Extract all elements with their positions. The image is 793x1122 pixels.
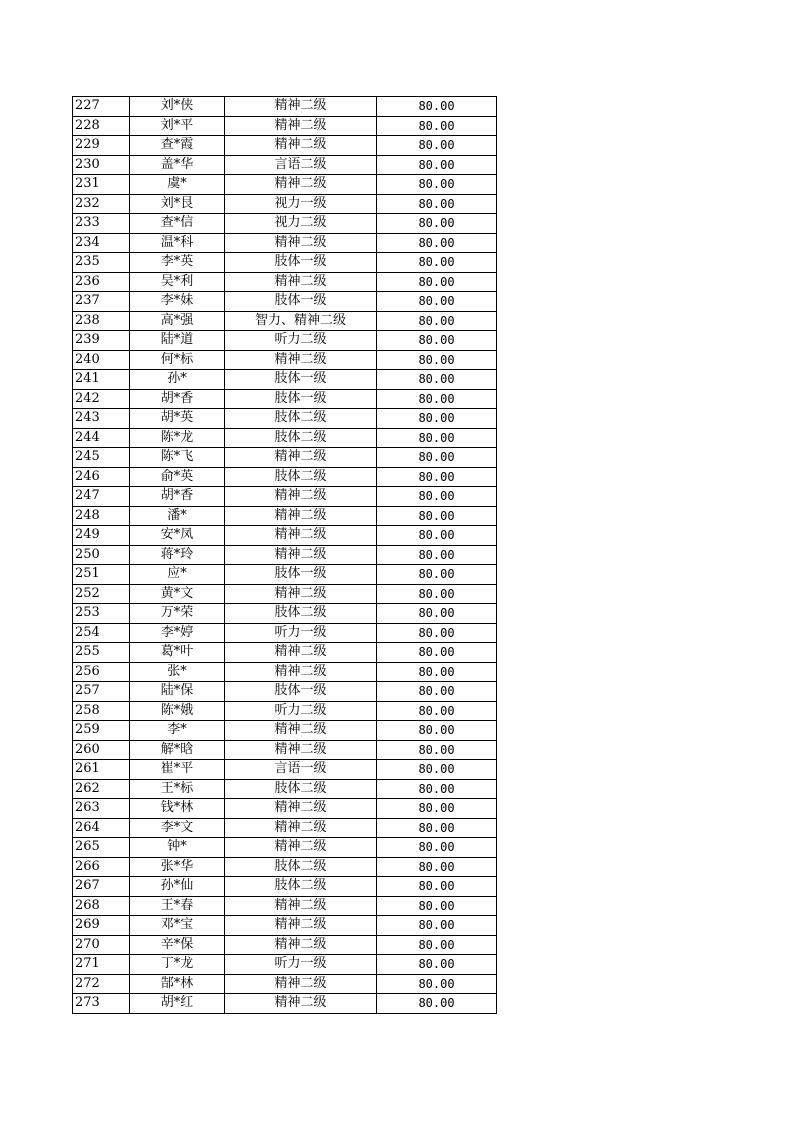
- amount-cell: 80.00: [377, 311, 497, 331]
- name-cell: 胡*香: [130, 389, 225, 409]
- row-number-cell: 228: [73, 116, 130, 136]
- table-row: [73, 116, 497, 136]
- row-number-cell: 248: [73, 506, 130, 526]
- name-cell: 胡*英: [130, 409, 225, 429]
- name-cell: 潘*: [130, 506, 225, 526]
- row-number-cell: 241: [73, 370, 130, 390]
- disability-type-cell: 肢体一级: [225, 253, 377, 273]
- amount-cell: 80.00: [377, 175, 497, 195]
- disability-type-cell: 肢体二级: [225, 779, 377, 799]
- amount-cell: 80.00: [377, 740, 497, 760]
- disability-type-cell: 肢体一级: [225, 292, 377, 312]
- amount-cell: 80.00: [377, 136, 497, 156]
- disability-type-cell: 听力一级: [225, 623, 377, 643]
- amount-cell: 80.00: [377, 818, 497, 838]
- row-number-cell: 240: [73, 350, 130, 370]
- name-cell: 辛*保: [130, 935, 225, 955]
- row-number-cell: 227: [73, 97, 130, 117]
- table-row: [73, 545, 497, 565]
- row-number-cell: 243: [73, 409, 130, 429]
- amount-cell: 80.00: [377, 292, 497, 312]
- table-row: [73, 857, 497, 877]
- table-row: [73, 896, 497, 916]
- row-number-cell: 236: [73, 272, 130, 292]
- amount-cell: 80.00: [377, 545, 497, 565]
- table-row: [73, 136, 497, 156]
- table-row: [73, 350, 497, 370]
- amount-cell: 80.00: [377, 877, 497, 897]
- amount-cell: 80.00: [377, 272, 497, 292]
- name-cell: 胡*香: [130, 487, 225, 507]
- name-cell: 孙*: [130, 370, 225, 390]
- amount-cell: 80.00: [377, 994, 497, 1014]
- table-row: [73, 799, 497, 819]
- amount-cell: 80.00: [377, 214, 497, 234]
- disability-type-cell: 言语二级: [225, 155, 377, 175]
- row-number-cell: 272: [73, 974, 130, 994]
- table-row: [73, 877, 497, 897]
- row-number-cell: 268: [73, 896, 130, 916]
- row-number-cell: 255: [73, 643, 130, 663]
- name-cell: 虞*: [130, 175, 225, 195]
- name-cell: 刘*平: [130, 116, 225, 136]
- row-number-cell: 266: [73, 857, 130, 877]
- table-row: [73, 448, 497, 468]
- name-cell: 张*华: [130, 857, 225, 877]
- row-number-cell: 234: [73, 233, 130, 253]
- amount-cell: 80.00: [377, 779, 497, 799]
- name-cell: 钟*: [130, 838, 225, 858]
- name-cell: 刘*侠: [130, 97, 225, 117]
- amount-cell: 80.00: [377, 253, 497, 273]
- amount-cell: 80.00: [377, 721, 497, 741]
- row-number-cell: 244: [73, 428, 130, 448]
- disability-type-cell: 精神二级: [225, 545, 377, 565]
- amount-cell: 80.00: [377, 838, 497, 858]
- table-row: [73, 779, 497, 799]
- amount-cell: 80.00: [377, 350, 497, 370]
- amount-cell: 80.00: [377, 526, 497, 546]
- table-row: [73, 994, 497, 1014]
- name-cell: 万*荣: [130, 604, 225, 624]
- table-row: [73, 175, 497, 195]
- table-row: [73, 331, 497, 351]
- row-number-cell: 233: [73, 214, 130, 234]
- name-cell: 丁*龙: [130, 955, 225, 975]
- disability-type-cell: 精神二级: [225, 448, 377, 468]
- disability-type-cell: 肢体一级: [225, 565, 377, 585]
- table-row: [73, 214, 497, 234]
- disability-type-cell: 精神二级: [225, 818, 377, 838]
- amount-cell: 80.00: [377, 974, 497, 994]
- disability-type-cell: 智力、精神二级: [225, 311, 377, 331]
- table-row: [73, 565, 497, 585]
- name-cell: 王*标: [130, 779, 225, 799]
- row-number-cell: 249: [73, 526, 130, 546]
- amount-cell: 80.00: [377, 389, 497, 409]
- disability-type-cell: 肢体二级: [225, 409, 377, 429]
- amount-cell: 80.00: [377, 623, 497, 643]
- row-number-cell: 230: [73, 155, 130, 175]
- name-cell: 李*妹: [130, 292, 225, 312]
- disability-type-cell: 肢体一级: [225, 370, 377, 390]
- name-cell: 安*凤: [130, 526, 225, 546]
- name-cell: 陈*飞: [130, 448, 225, 468]
- table-row: [73, 428, 497, 448]
- row-number-cell: 231: [73, 175, 130, 195]
- table-row: [73, 623, 497, 643]
- table-row: [73, 233, 497, 253]
- table-row: [73, 974, 497, 994]
- disability-type-cell: 言语一级: [225, 760, 377, 780]
- row-number-cell: 267: [73, 877, 130, 897]
- amount-cell: 80.00: [377, 116, 497, 136]
- amount-cell: 80.00: [377, 935, 497, 955]
- name-cell: 陆*道: [130, 331, 225, 351]
- disability-type-cell: 精神二级: [225, 506, 377, 526]
- table-row: [73, 760, 497, 780]
- disability-type-cell: 肢体二级: [225, 877, 377, 897]
- disability-type-cell: 肢体二级: [225, 467, 377, 487]
- table-row: [73, 409, 497, 429]
- row-number-cell: 262: [73, 779, 130, 799]
- amount-cell: 80.00: [377, 662, 497, 682]
- table-row: [73, 467, 497, 487]
- disability-type-cell: 精神二级: [225, 721, 377, 741]
- disability-type-cell: 精神二级: [225, 838, 377, 858]
- amount-cell: 80.00: [377, 643, 497, 663]
- name-cell: 解*晗: [130, 740, 225, 760]
- disability-type-cell: 肢体一级: [225, 682, 377, 702]
- row-number-cell: 263: [73, 799, 130, 819]
- name-cell: 吴*利: [130, 272, 225, 292]
- disability-type-cell: 肢体一级: [225, 389, 377, 409]
- disability-type-cell: 精神二级: [225, 97, 377, 117]
- disability-type-cell: 精神二级: [225, 994, 377, 1014]
- disability-type-cell: 精神二级: [225, 136, 377, 156]
- row-number-cell: 261: [73, 760, 130, 780]
- name-cell: 钱*林: [130, 799, 225, 819]
- row-number-cell: 260: [73, 740, 130, 760]
- table-row: [73, 643, 497, 663]
- row-number-cell: 229: [73, 136, 130, 156]
- disability-type-cell: 精神二级: [225, 974, 377, 994]
- amount-cell: 80.00: [377, 760, 497, 780]
- name-cell: 陆*保: [130, 682, 225, 702]
- table-row: [73, 272, 497, 292]
- row-number-cell: 245: [73, 448, 130, 468]
- row-number-cell: 242: [73, 389, 130, 409]
- name-cell: 孙*仙: [130, 877, 225, 897]
- amount-cell: 80.00: [377, 916, 497, 936]
- disability-type-cell: 精神二级: [225, 272, 377, 292]
- name-cell: 李*英: [130, 253, 225, 273]
- row-number-cell: 259: [73, 721, 130, 741]
- name-cell: 张*: [130, 662, 225, 682]
- name-cell: 俞*英: [130, 467, 225, 487]
- name-cell: 高*强: [130, 311, 225, 331]
- disability-type-cell: 精神二级: [225, 896, 377, 916]
- table-row: [73, 916, 497, 936]
- disability-type-cell: 精神二级: [225, 116, 377, 136]
- amount-cell: 80.00: [377, 487, 497, 507]
- name-cell: 郜*林: [130, 974, 225, 994]
- name-cell: 何*标: [130, 350, 225, 370]
- table-row: [73, 194, 497, 214]
- disability-type-cell: 精神二级: [225, 740, 377, 760]
- row-number-cell: 273: [73, 994, 130, 1014]
- name-cell: 李*: [130, 721, 225, 741]
- table-row: [73, 955, 497, 975]
- disability-type-cell: 精神二级: [225, 175, 377, 195]
- name-cell: 李*婷: [130, 623, 225, 643]
- name-cell: 胡*红: [130, 994, 225, 1014]
- amount-cell: 80.00: [377, 97, 497, 117]
- disability-type-cell: 精神二级: [225, 526, 377, 546]
- disability-type-cell: 精神二级: [225, 935, 377, 955]
- disability-type-cell: 肢体二级: [225, 428, 377, 448]
- table-row: [73, 487, 497, 507]
- name-cell: 黄*文: [130, 584, 225, 604]
- amount-cell: 80.00: [377, 701, 497, 721]
- table-row: [73, 721, 497, 741]
- amount-cell: 80.00: [377, 155, 497, 175]
- disability-type-cell: 听力二级: [225, 701, 377, 721]
- table-row: [73, 604, 497, 624]
- table-row: [73, 818, 497, 838]
- table-row: [73, 584, 497, 604]
- amount-cell: 80.00: [377, 955, 497, 975]
- disability-type-cell: 视力二级: [225, 214, 377, 234]
- amount-cell: 80.00: [377, 604, 497, 624]
- table-row: [73, 292, 497, 312]
- amount-cell: 80.00: [377, 896, 497, 916]
- table-row: [73, 662, 497, 682]
- table-row: [73, 253, 497, 273]
- row-number-cell: 271: [73, 955, 130, 975]
- row-number-cell: 264: [73, 818, 130, 838]
- table-row: [73, 740, 497, 760]
- disability-type-cell: 听力二级: [225, 331, 377, 351]
- table-row: [73, 155, 497, 175]
- name-cell: 陈*娥: [130, 701, 225, 721]
- row-number-cell: 232: [73, 194, 130, 214]
- name-cell: 葛*叶: [130, 643, 225, 663]
- name-cell: 查*霞: [130, 136, 225, 156]
- table-row: [73, 311, 497, 331]
- row-number-cell: 235: [73, 253, 130, 273]
- disability-type-cell: 视力一级: [225, 194, 377, 214]
- name-cell: 王*春: [130, 896, 225, 916]
- row-number-cell: 238: [73, 311, 130, 331]
- disability-type-cell: 肢体二级: [225, 857, 377, 877]
- row-number-cell: 237: [73, 292, 130, 312]
- disability-subsidy-table: [72, 96, 497, 1014]
- amount-cell: 80.00: [377, 428, 497, 448]
- row-number-cell: 257: [73, 682, 130, 702]
- amount-cell: 80.00: [377, 331, 497, 351]
- row-number-cell: 258: [73, 701, 130, 721]
- table-row: [73, 506, 497, 526]
- disability-type-cell: 精神二级: [225, 662, 377, 682]
- table-row: [73, 97, 497, 117]
- amount-cell: 80.00: [377, 448, 497, 468]
- name-cell: 邓*宝: [130, 916, 225, 936]
- disability-type-cell: 精神二级: [225, 233, 377, 253]
- name-cell: 应*: [130, 565, 225, 585]
- row-number-cell: 246: [73, 467, 130, 487]
- amount-cell: 80.00: [377, 565, 497, 585]
- disability-type-cell: 精神二级: [225, 350, 377, 370]
- amount-cell: 80.00: [377, 194, 497, 214]
- row-number-cell: 239: [73, 331, 130, 351]
- row-number-cell: 256: [73, 662, 130, 682]
- name-cell: 查*信: [130, 214, 225, 234]
- disability-type-cell: 精神二级: [225, 643, 377, 663]
- table-row: [73, 526, 497, 546]
- name-cell: 温*科: [130, 233, 225, 253]
- table-row: [73, 370, 497, 390]
- name-cell: 盖*华: [130, 155, 225, 175]
- amount-cell: 80.00: [377, 857, 497, 877]
- amount-cell: 80.00: [377, 409, 497, 429]
- table-row: [73, 935, 497, 955]
- table-row: [73, 389, 497, 409]
- row-number-cell: 270: [73, 935, 130, 955]
- name-cell: 蒋*玲: [130, 545, 225, 565]
- disability-type-cell: 精神二级: [225, 487, 377, 507]
- amount-cell: 80.00: [377, 370, 497, 390]
- row-number-cell: 250: [73, 545, 130, 565]
- amount-cell: 80.00: [377, 467, 497, 487]
- disability-type-cell: 精神二级: [225, 916, 377, 936]
- disability-type-cell: 精神二级: [225, 799, 377, 819]
- table-row: [73, 701, 497, 721]
- row-number-cell: 254: [73, 623, 130, 643]
- name-cell: 刘*艮: [130, 194, 225, 214]
- table-row: [73, 682, 497, 702]
- row-number-cell: 251: [73, 565, 130, 585]
- row-number-cell: 247: [73, 487, 130, 507]
- amount-cell: 80.00: [377, 233, 497, 253]
- amount-cell: 80.00: [377, 799, 497, 819]
- name-cell: 陈*龙: [130, 428, 225, 448]
- disability-type-cell: 听力一级: [225, 955, 377, 975]
- disability-type-cell: 肢体二级: [225, 604, 377, 624]
- disability-type-cell: 精神二级: [225, 584, 377, 604]
- amount-cell: 80.00: [377, 682, 497, 702]
- table-body: [73, 97, 497, 1014]
- row-number-cell: 253: [73, 604, 130, 624]
- amount-cell: 80.00: [377, 506, 497, 526]
- table-row: [73, 838, 497, 858]
- name-cell: 李*文: [130, 818, 225, 838]
- row-number-cell: 269: [73, 916, 130, 936]
- row-number-cell: 252: [73, 584, 130, 604]
- name-cell: 崔*平: [130, 760, 225, 780]
- amount-cell: 80.00: [377, 584, 497, 604]
- row-number-cell: 265: [73, 838, 130, 858]
